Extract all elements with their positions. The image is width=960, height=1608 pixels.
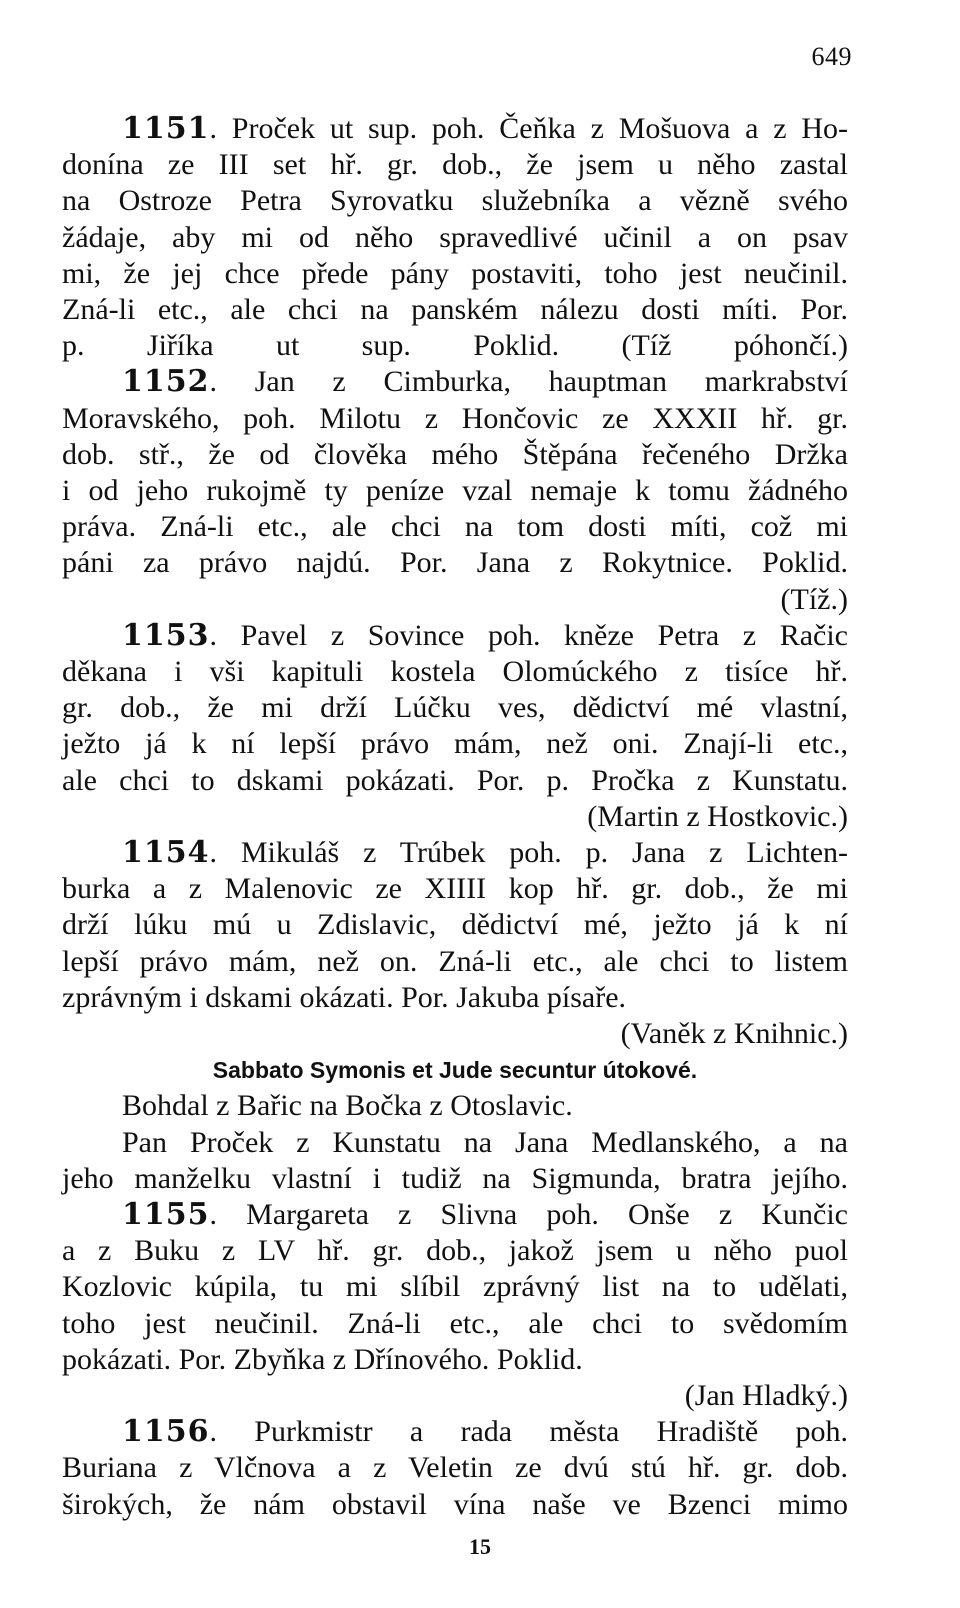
line-text: . Margareta z Slivna poh. Onše z Kunčic [209,1198,848,1231]
line-text: ježto já k ní lepší právo mám, než oni. Znají-li etc., [62,727,848,761]
text-line [62,764,848,798]
text-line [62,1234,848,1268]
text-line [62,1307,848,1341]
line-text: a z Buku z LV hř. gr. dob., jakož jsem u něho puol [62,1234,848,1268]
entry-number: 1154 [122,835,210,870]
text-line [122,1198,848,1232]
line-text: (Vaněk z Knihnic.) [620,1017,848,1050]
text-line [62,691,848,725]
line-text: pokázati. Por. Zbyňka z Dřínového. Poklid. [62,1342,583,1376]
text-line [62,402,848,436]
text-line [122,1126,848,1160]
text-line [62,257,848,291]
line-text: . Jan z Cimburka, hauptman markrabství [209,365,848,399]
line-text: donína ze III set hř. gr. dob., že jsem u něho zastal [62,148,848,182]
text-line [62,1451,848,1485]
line-text: zprávným i dskami okázati. Por. Jakuba písaře. [62,980,627,1014]
line-text: p. Jiříka ut sup. Poklid. (Tíž póhončí.) [62,329,848,363]
line-text: (Tíž.) [780,582,848,616]
text-line [62,510,848,544]
line-text: burka a z Malenovic ze XIIII kop hř. gr. dob., že mi [62,872,848,906]
text-line [62,727,848,761]
text-line [62,1162,848,1196]
line-text: . Proček ut sup. poh. Čeňka z Mošuova a z Ho- [209,112,848,145]
line-text: (Martin z Hostkovic.) [587,799,848,833]
line-text: Moravského, poh. Milotu z Hončovic ze XXXII hř. gr. [62,401,848,435]
line-text: (Jan Hladký.) [684,1379,848,1412]
text-line [62,583,848,617]
line-text: páni za právo najdú. Por. Jana z Rokytnice. Poklid. [62,546,848,580]
entry-number: 1152 [122,364,210,400]
text-line [122,836,848,870]
line-text: . Pavel z Sovince poh. kněze Petra z Račic [209,618,848,652]
line-text: žádaje, aby mi od něho spravedlivé učinil a on psav [62,220,848,254]
text-line [62,148,848,182]
line-text: gr. dob., že mi drží Lúčku ves, dědictví mé vlastní, [62,691,848,725]
entry-number: 1151 [122,111,210,146]
text-line [122,1089,848,1123]
line-text: Kozlovic kúpila, tu mi slíbil zprávný list na to udělati, [62,1270,848,1304]
text-line [62,546,848,580]
line-text: jeho manželku vlastní i tudiž na Sigmunda, bratra jejího. [62,1161,848,1195]
text-line [122,1415,848,1449]
line-text: na Ostroze Petra Syrovatku služebníka a vězně svého [62,184,848,218]
text-line [62,945,848,979]
text-line [62,329,848,363]
text-line [62,981,848,1015]
text-line [62,655,848,689]
section-heading [62,1053,848,1087]
entry-number: 1155 [122,1197,210,1232]
text-line [62,221,848,255]
text-line [122,619,848,653]
line-text: toho jest neučinil. Zná-li etc., ale chci to svědomím [62,1306,848,1340]
line-text: . Mikuláš z Trúbek poh. p. Jana z Lichten- [209,836,848,869]
text-line [62,293,848,327]
entry-number: 1153 [122,617,210,653]
text-line [62,1017,848,1051]
text-line [62,1270,848,1304]
line-text: mi, že jej chce přede pány postaviti, toho jest neučinil. [62,256,848,290]
text-line [62,438,848,472]
line-text: ale chci to dskami pokázati. Por. p. Pročka z Kunstatu. [62,763,848,797]
line-text: Sabbato Symonis et Jude secuntur útokové. [212,1057,698,1084]
text-line [62,908,848,942]
entry-number: 1156 [122,1414,210,1450]
text-line [62,872,848,906]
text-line [62,1488,848,1522]
page-number: 649 [811,42,852,71]
text-line [62,184,848,218]
line-text: . Purkmistr a rada města Hradiště poh. [209,1415,848,1449]
text-line [62,800,848,834]
line-text: práva. Zná-li etc., ale chci na tom dosti míti, což mi [62,510,848,544]
line-text: lepší právo mám, než on. Zná-li etc., ale chci to listem [62,944,848,978]
line-text: Zná-li etc., ale chci na panském nálezu dosti míti. Por. [62,293,848,326]
line-text: Pan Proček z Kunstatu na Jana Medlanského, a na [122,1125,848,1159]
text-line [62,474,848,508]
line-text: Bohdal z Bařic na Bočka z Otoslavic. [122,1089,573,1123]
text-line [122,365,848,399]
text-line [62,1379,848,1413]
line-text: drží lúku mú u Zdislavic, dědictví mé, ježto já k ní [62,908,848,942]
line-text: Buriana z Vlčnova a z Veletin ze dvú stú hř. gr. dob. [62,1451,848,1485]
text-line [62,1343,848,1377]
line-text: širokých, že nám obstavil vína naše ve Bzenci mimo [62,1487,848,1521]
line-text: děkana i vši kapituli kostela Olomúckého z tisíce hř. [62,655,848,688]
signature-mark: 15 [469,1534,491,1559]
line-text: dob. stř., že od člověka mého Štěpána řečeného Držka [62,437,848,471]
text-line [122,112,848,146]
line-text: i od jeho rukojmě ty peníze vzal nemaje k tomu žádného [62,474,848,507]
